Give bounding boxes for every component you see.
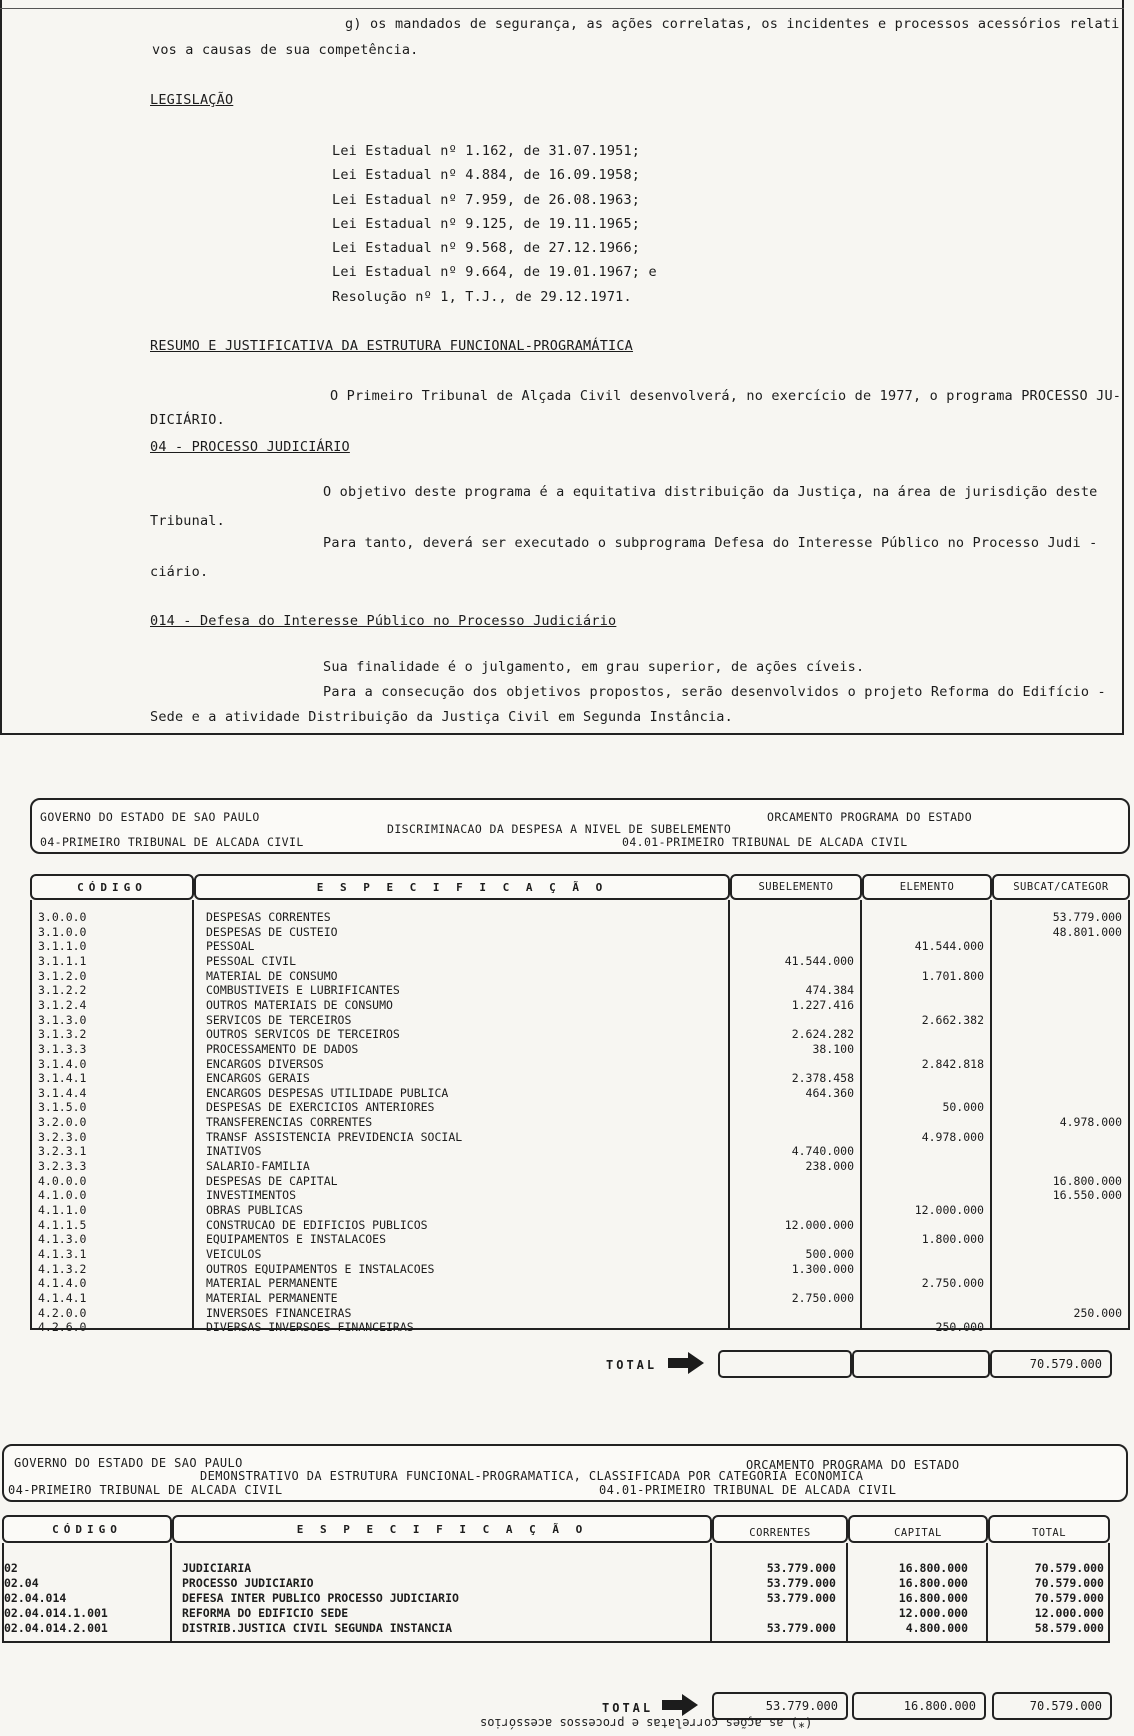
row-specification: OBRAS PUBLICAS <box>206 1203 303 1217</box>
row-specification: TRANSF ASSISTENCIA PREVIDENCIA SOCIAL <box>206 1129 463 1144</box>
column-body-elemento <box>862 900 992 1330</box>
row-specification: OUTROS SERVICOS DE TERCEIROS <box>206 1027 400 1042</box>
row-correntes: 53.779.000 <box>766 1561 836 1575</box>
row-specification: PESSOAL CIVIL <box>206 953 297 968</box>
header-title: DISCRIMINACAO DA DESPESA A NIVEL DE SUBELEMENTO <box>387 822 732 836</box>
text-line: DICIÁRIO. <box>150 412 225 428</box>
row-code: 02.04 <box>4 1576 39 1590</box>
row-code: 4.1.1.0 <box>38 1203 87 1217</box>
row-code: 3.1.3.0 <box>38 1012 87 1027</box>
header-title: DEMONSTRATIVO DA ESTRUTURA FUNCIONAL-PROGRAMATICA, CLASSIFICADA POR CATEGORIA ECONOMICA <box>200 1469 864 1483</box>
row-total: 58.579.000 <box>1034 1621 1104 1635</box>
row-total: 70.579.000 <box>1034 1591 1104 1605</box>
row-code: 3.2.3.1 <box>38 1144 87 1159</box>
row-specification: MATERIAL PERMANENTE <box>206 1290 338 1305</box>
arrow-right-icon <box>662 1694 698 1716</box>
row-elemento: 12.000.000 <box>914 1203 984 1217</box>
header-orcamento: ORCAMENTO PROGRAMA DO ESTADO <box>746 1458 960 1472</box>
row-specification: MATERIAL PERMANENTE <box>206 1276 338 1291</box>
row-subcat: 16.800.000 <box>1052 1173 1122 1188</box>
text-line: vos a causas de sua competência. <box>152 42 419 58</box>
text-line: O Primeiro Tribunal de Alçada Civil desenvolverá, no exercício de 1977, o programa PROCESSO JU- <box>330 388 1122 404</box>
section-heading-subprograma: 014 - Defesa do Interesse Público no Processo Judiciário <box>150 613 617 629</box>
text-line: Para tanto, deverá ser executado o subprograma Defesa do Interesse Público no Processo Judi - <box>323 535 1098 551</box>
row-specification: EQUIPAMENTOS E INSTALACOES <box>206 1232 387 1247</box>
row-subelemento: 4.740.000 <box>791 1144 854 1159</box>
row-specification: INVESTIMENTOS <box>206 1188 297 1203</box>
row-capital: 16.800.000 <box>898 1561 968 1575</box>
row-elemento: 250.000 <box>935 1320 984 1335</box>
table1-total-value: 70.579.000 <box>990 1350 1112 1378</box>
row-specification: INVERSOES FINANCEIRAS <box>206 1305 352 1320</box>
section-heading-resumo: RESUMO E JUSTIFICATIVA DA ESTRUTURA FUNCIONAL-PROGRAMÁTICA <box>150 338 634 354</box>
law-item: Lei Estadual nº 9.125, de 19.11.1965; <box>332 216 641 232</box>
row-subcat: 16.550.000 <box>1052 1188 1122 1203</box>
row-specification: CONSTRUCAO DE EDIFICIOS PUBLICOS <box>206 1217 428 1232</box>
row-specification: ENCARGOS GERAIS <box>206 1071 310 1086</box>
row-specification: JUDICIARIA <box>182 1561 252 1575</box>
row-specification: DESPESAS DE CAPITAL <box>206 1173 338 1188</box>
row-specification: ENCARGOS DESPESAS UTILIDADE PUBLICA <box>206 1085 449 1100</box>
row-specification: PESSOAL <box>206 939 255 954</box>
row-code: 3.1.2.0 <box>38 968 87 983</box>
row-code: 3.1.4.4 <box>38 1085 87 1100</box>
column-header-especificacao: E S P E C I F I C A Ç Ã O <box>194 874 730 900</box>
row-code: 4.1.3.0 <box>38 1232 87 1247</box>
row-code: 3.2.0.0 <box>38 1115 87 1130</box>
row-subelemento: 1.227.416 <box>791 997 854 1012</box>
row-subelemento: 500.000 <box>805 1246 854 1261</box>
column-header-elemento: ELEMENTO <box>862 874 992 900</box>
table2-total-total: 70.579.000 <box>992 1692 1112 1720</box>
row-code: 4.1.3.2 <box>38 1261 87 1276</box>
row-specification: OUTROS EQUIPAMENTOS E INSTALACOES <box>206 1261 435 1276</box>
section-heading-legislacao: LEGISLAÇÃO <box>150 92 234 108</box>
row-specification: SERVICOS DE TERCEIROS <box>206 1012 352 1027</box>
row-subelemento: 1.300.000 <box>791 1261 854 1276</box>
row-code: 4.1.0.0 <box>38 1188 87 1203</box>
text-line: Para a consecução dos objetivos propostos, serão desenvolvidos o projeto Reforma do Edifício - <box>323 684 1106 700</box>
row-code: 3.1.4.0 <box>38 1056 87 1071</box>
row-specification: DEFESA INTER PUBLICO PROCESSO JUDICIARIO <box>182 1591 459 1605</box>
law-item: Lei Estadual nº 7.959, de 26.08.1963; <box>332 192 641 208</box>
column-header-subelemento: SUBELEMENTO <box>730 874 862 900</box>
row-subcat: 4.978.000 <box>1059 1115 1122 1130</box>
column-header-especificacao: E S P E C I F I C A Ç Ã O <box>172 1515 712 1543</box>
footer-note: (*) as ações correlatas e processos acessórios <box>480 1716 813 1730</box>
row-specification: INATIVOS <box>206 1144 262 1159</box>
row-subelemento: 2.378.458 <box>791 1071 854 1086</box>
row-capital: 4.800.000 <box>905 1621 968 1635</box>
table1-total-subelemento <box>718 1350 852 1378</box>
row-capital: 16.800.000 <box>898 1591 968 1605</box>
text-line: ciário. <box>150 564 209 580</box>
row-capital: 16.800.000 <box>898 1576 968 1590</box>
text-line: O objetivo deste programa é a equitativa distribuição da Justiça, na área de jurisdição deste <box>323 484 1098 500</box>
row-code: 3.2.3.3 <box>38 1159 87 1174</box>
table1-total-elemento <box>852 1350 990 1378</box>
row-code: 4.1.3.1 <box>38 1246 87 1261</box>
row-code: 3.1.5.0 <box>38 1100 87 1115</box>
row-elemento: 2.750.000 <box>921 1276 984 1291</box>
row-total: 12.000.000 <box>1034 1606 1104 1620</box>
header-subunit: 04.01-PRIMEIRO TRIBUNAL DE ALCADA CIVIL <box>622 835 908 849</box>
row-code: 3.1.2.2 <box>38 983 87 998</box>
page-left-border <box>0 0 2 735</box>
row-specification: DIVERSAS INVERSOES FINANCEIRAS <box>206 1320 414 1335</box>
row-elemento: 4.978.000 <box>921 1129 984 1144</box>
law-item: Resolução nº 1, T.J., de 29.12.1971. <box>332 289 632 305</box>
text-line: g) os mandados de segurança, as ações correlatas, os incidentes e processos acessórios relati <box>345 16 1120 32</box>
row-specification: DESPESAS DE CUSTEIO <box>206 924 338 939</box>
header-unit: 04-PRIMEIRO TRIBUNAL DE ALCADA CIVIL <box>8 1483 283 1497</box>
law-item: Lei Estadual nº 1.162, de 31.07.1951; <box>332 143 641 159</box>
row-subcat: 250.000 <box>1073 1305 1122 1320</box>
row-specification: REFORMA DO EDIFICIO SEDE <box>182 1606 349 1620</box>
column-header-total: TOTAL <box>988 1515 1110 1543</box>
row-specification: MATERIAL DE CONSUMO <box>206 968 338 983</box>
row-code: 4.0.0.0 <box>38 1173 87 1188</box>
row-code: 3.1.3.2 <box>38 1027 87 1042</box>
row-code: 3.1.2.4 <box>38 997 87 1012</box>
header-orcamento: ORCAMENTO PROGRAMA DO ESTADO <box>767 810 973 824</box>
column-header-codigo: CÓDIGO <box>2 1515 172 1543</box>
row-subelemento: 238.000 <box>805 1159 854 1174</box>
column-header-codigo: CÓDIGO <box>30 874 194 900</box>
table2-total-correntes: 53.779.000 <box>712 1692 848 1720</box>
row-code: 3.1.1.1 <box>38 953 87 968</box>
row-subelemento: 2.750.000 <box>791 1290 854 1305</box>
table1-total-label: TOTAL <box>606 1358 658 1372</box>
row-elemento: 41.544.000 <box>914 939 984 954</box>
law-item: Lei Estadual nº 9.664, de 19.01.1967; e <box>332 264 657 280</box>
row-specification: PROCESSAMENTO DE DADOS <box>206 1041 359 1056</box>
text-line: Sede e a atividade Distribuição da Justiça Civil em Segunda Instância. <box>150 709 733 725</box>
row-specification: TRANSFERENCIAS CORRENTES <box>206 1115 373 1130</box>
row-subelemento: 41.544.000 <box>784 953 854 968</box>
row-elemento: 50.000 <box>942 1100 984 1115</box>
row-specification: OUTROS MATERIAIS DE CONSUMO <box>206 997 393 1012</box>
row-code: 4.1.4.1 <box>38 1290 87 1305</box>
header-government: GOVERNO DO ESTADO DE SAO PAULO <box>14 1456 243 1470</box>
row-elemento: 1.800.000 <box>921 1232 984 1247</box>
row-code: 02 <box>4 1561 18 1575</box>
table2-total-label: TOTAL <box>602 1701 654 1715</box>
row-correntes: 53.779.000 <box>766 1621 836 1635</box>
row-specification: SALARIO-FAMILIA <box>206 1159 310 1174</box>
row-code: 3.1.0.0 <box>38 924 87 939</box>
law-item: Lei Estadual nº 4.884, de 16.09.1958; <box>332 167 641 183</box>
row-subelemento: 474.384 <box>805 983 854 998</box>
column-header-subcat: SUBCAT/CATEGOR <box>992 874 1130 900</box>
table2-header-box <box>2 1444 1128 1502</box>
column-header-correntes: CORRENTES <box>712 1515 848 1543</box>
arrow-right-icon <box>668 1352 704 1374</box>
row-subelemento: 12.000.000 <box>784 1217 854 1232</box>
row-subcat: 48.801.000 <box>1052 924 1122 939</box>
row-correntes: 53.779.000 <box>766 1576 836 1590</box>
row-code: 4.2.0.0 <box>38 1305 87 1320</box>
text-line: Sua finalidade é o julgamento, em grau superior, de ações cíveis. <box>323 659 865 675</box>
row-code: 4.2.6.0 <box>38 1320 87 1335</box>
row-elemento: 2.842.818 <box>921 1056 984 1071</box>
row-total: 70.579.000 <box>1034 1561 1104 1575</box>
row-specification: DESPESAS DE EXERCICIOS ANTERIORES <box>206 1100 435 1115</box>
column-header-capital: CAPITAL <box>848 1515 988 1543</box>
row-code: 3.0.0.0 <box>38 910 87 924</box>
row-specification: ENCARGOS DIVERSOS <box>206 1056 324 1071</box>
header-government: GOVERNO DO ESTADO DE SAO PAULO <box>40 810 260 824</box>
row-specification: DESPESAS CORRENTES <box>206 910 331 924</box>
row-code: 02.04.014.2.001 <box>4 1621 108 1635</box>
law-item: Lei Estadual nº 9.568, de 27.12.1966; <box>332 240 641 256</box>
header-unit: 04-PRIMEIRO TRIBUNAL DE ALCADA CIVIL <box>40 835 304 849</box>
section-heading-programa: 04 - PROCESSO JUDICIÁRIO <box>150 439 350 455</box>
row-code: 02.04.014.1.001 <box>4 1606 108 1620</box>
row-specification: VEICULOS <box>206 1246 262 1261</box>
page-top-border <box>0 8 1124 9</box>
row-specification: PROCESSO JUDICIARIO <box>182 1576 314 1590</box>
row-code: 3.1.3.3 <box>38 1041 87 1056</box>
row-specification: DISTRIB.JUSTICA CIVIL SEGUNDA INSTANCIA <box>182 1621 453 1635</box>
row-code: 3.2.3.0 <box>38 1129 87 1144</box>
row-subelemento: 38.100 <box>812 1041 854 1056</box>
row-subelemento: 464.360 <box>805 1085 854 1100</box>
row-subelemento: 2.624.282 <box>791 1027 854 1042</box>
row-total: 70.579.000 <box>1034 1576 1104 1590</box>
row-code: 02.04.014 <box>4 1591 67 1605</box>
table1-header-box <box>30 798 1130 854</box>
row-code: 4.1.1.5 <box>38 1217 87 1232</box>
row-subcat: 53.779.000 <box>1052 910 1122 924</box>
table2-total-capital: 16.800.000 <box>852 1692 986 1720</box>
row-code: 4.1.4.0 <box>38 1276 87 1291</box>
text-line: Tribunal. <box>150 513 225 529</box>
row-elemento: 2.662.382 <box>921 1012 984 1027</box>
row-specification: COMBUSTIVEIS E LUBRIFICANTES <box>206 983 400 998</box>
row-capital: 12.000.000 <box>898 1606 968 1620</box>
row-code: 3.1.1.0 <box>38 939 87 954</box>
row-elemento: 1.701.800 <box>921 968 984 983</box>
row-code: 3.1.4.1 <box>38 1071 87 1086</box>
row-correntes: 53.779.000 <box>766 1591 836 1605</box>
header-subunit: 04.01-PRIMEIRO TRIBUNAL DE ALCADA CIVIL <box>599 1483 897 1497</box>
